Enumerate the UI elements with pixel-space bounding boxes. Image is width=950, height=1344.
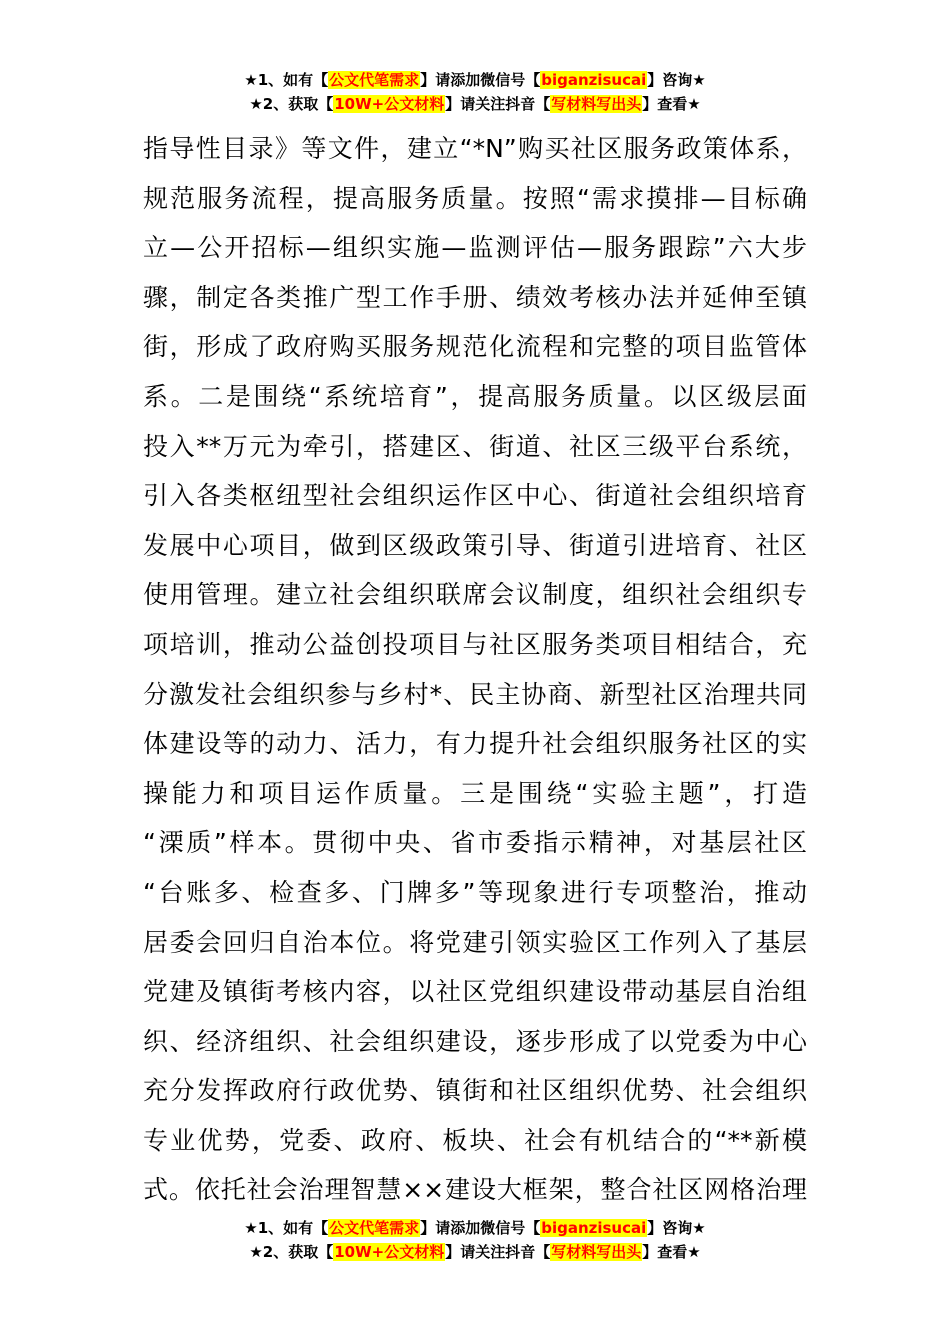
banner-text: 】查看★ — [642, 1243, 701, 1261]
banner-text: ★1、如有【 — [244, 71, 329, 89]
body-line: 式。依托社会治理智慧××建设大框架，整合社区网格治理 — [143, 1175, 807, 1205]
body-line: 体建设等的动力、活力，有力提升社会组织服务社区的实 — [143, 729, 807, 759]
body-line: 系。二是围绕“系统培育”，提高服务质量。以区级层面 — [143, 381, 807, 411]
body-line: 充分发挥政府行政优势、镇街和社区组织优势、社会组织 — [143, 1076, 807, 1106]
body-line: 规范服务流程，提高服务质量。按照“需求摸排—目标确 — [143, 183, 807, 213]
highlight-text: 10W+公文材料 — [334, 1243, 445, 1261]
highlight-text: biganzisucai — [541, 1219, 647, 1237]
banner-text: 】查看★ — [642, 95, 701, 113]
highlight-text: 10W+公文材料 — [334, 95, 445, 113]
banner-text: 】咨询★ — [647, 1219, 706, 1237]
banner-line-1 — [0, 68, 950, 92]
body-line: 发展中心项目，做到区级政策引导、街道引进培育、社区 — [143, 530, 807, 560]
banner-text: 】咨询★ — [647, 71, 706, 89]
footer-banner — [0, 1216, 950, 1264]
body-line: 指导性目录》等文件，建立“*N”购买社区服务政策体系， — [143, 134, 807, 163]
highlight-text: 写材料写出头 — [551, 1243, 642, 1261]
body-line: “台账多、检查多、门牌多”等现象进行专项整治，推动 — [143, 877, 807, 907]
banner-line-1 — [0, 1216, 950, 1240]
header-banner — [0, 68, 950, 116]
banner-text: ★2、获取【 — [249, 1243, 334, 1261]
body-line: 立—公开招标—组织实施—监测评估—服务跟踪”六大步 — [143, 233, 807, 263]
body-line: 使用管理。建立社会组织联席会议制度，组织社会组织专 — [143, 580, 807, 610]
banner-text: ★2、获取【 — [249, 95, 334, 113]
body-line: 投入**万元为牵引，搭建区、街道、社区三级平台系统， — [143, 431, 807, 461]
banner-line-2 — [0, 1240, 950, 1264]
body-line: “溧质”样本。贯彻中央、省市委指示精神，对基层社区 — [143, 828, 807, 858]
body-line: 引入各类枢纽型社会组织运作区中心、街道社会组织培育 — [143, 481, 807, 511]
highlight-text: biganzisucai — [541, 71, 647, 89]
body-line: 居委会回归自治本位。将党建引领实验区工作列入了基层 — [143, 927, 807, 957]
highlight-text: 公文代笔需求 — [329, 71, 420, 89]
document-body — [143, 124, 807, 1215]
banner-text: 】请添加微信号【 — [420, 1219, 541, 1237]
body-line: 分激发社会组织参与乡村*、民主协商、新型社区治理共同 — [143, 679, 807, 709]
banner-text: 】请关注抖音【 — [445, 1243, 551, 1261]
banner-text: 】请关注抖音【 — [445, 95, 551, 113]
body-line: 骤，制定各类推广型工作手册、绩效考核办法并延伸至镇 — [143, 282, 807, 312]
body-line: 专业优势，党委、政府、板块、社会有机结合的“**新模 — [143, 1125, 807, 1155]
body-line: 操能力和项目运作质量。三是围绕“实验主题”，打造 — [143, 778, 807, 808]
body-line: 项培训，推动公益创投项目与社区服务类项目相结合，充 — [143, 629, 807, 659]
banner-text: ★1、如有【 — [244, 1219, 329, 1237]
highlight-text: 公文代笔需求 — [329, 1219, 420, 1237]
banner-line-2 — [0, 92, 950, 116]
body-line: 织、经济组织、社会组织建设，逐步形成了以党委为中心 — [143, 1026, 807, 1056]
body-line: 党建及镇街考核内容，以社区党组织建设带动基层自治组 — [143, 977, 807, 1007]
highlight-text: 写材料写出头 — [551, 95, 642, 113]
body-line: 街，形成了政府购买服务规范化流程和完整的项目监管体 — [143, 332, 807, 362]
banner-text: 】请添加微信号【 — [420, 71, 541, 89]
